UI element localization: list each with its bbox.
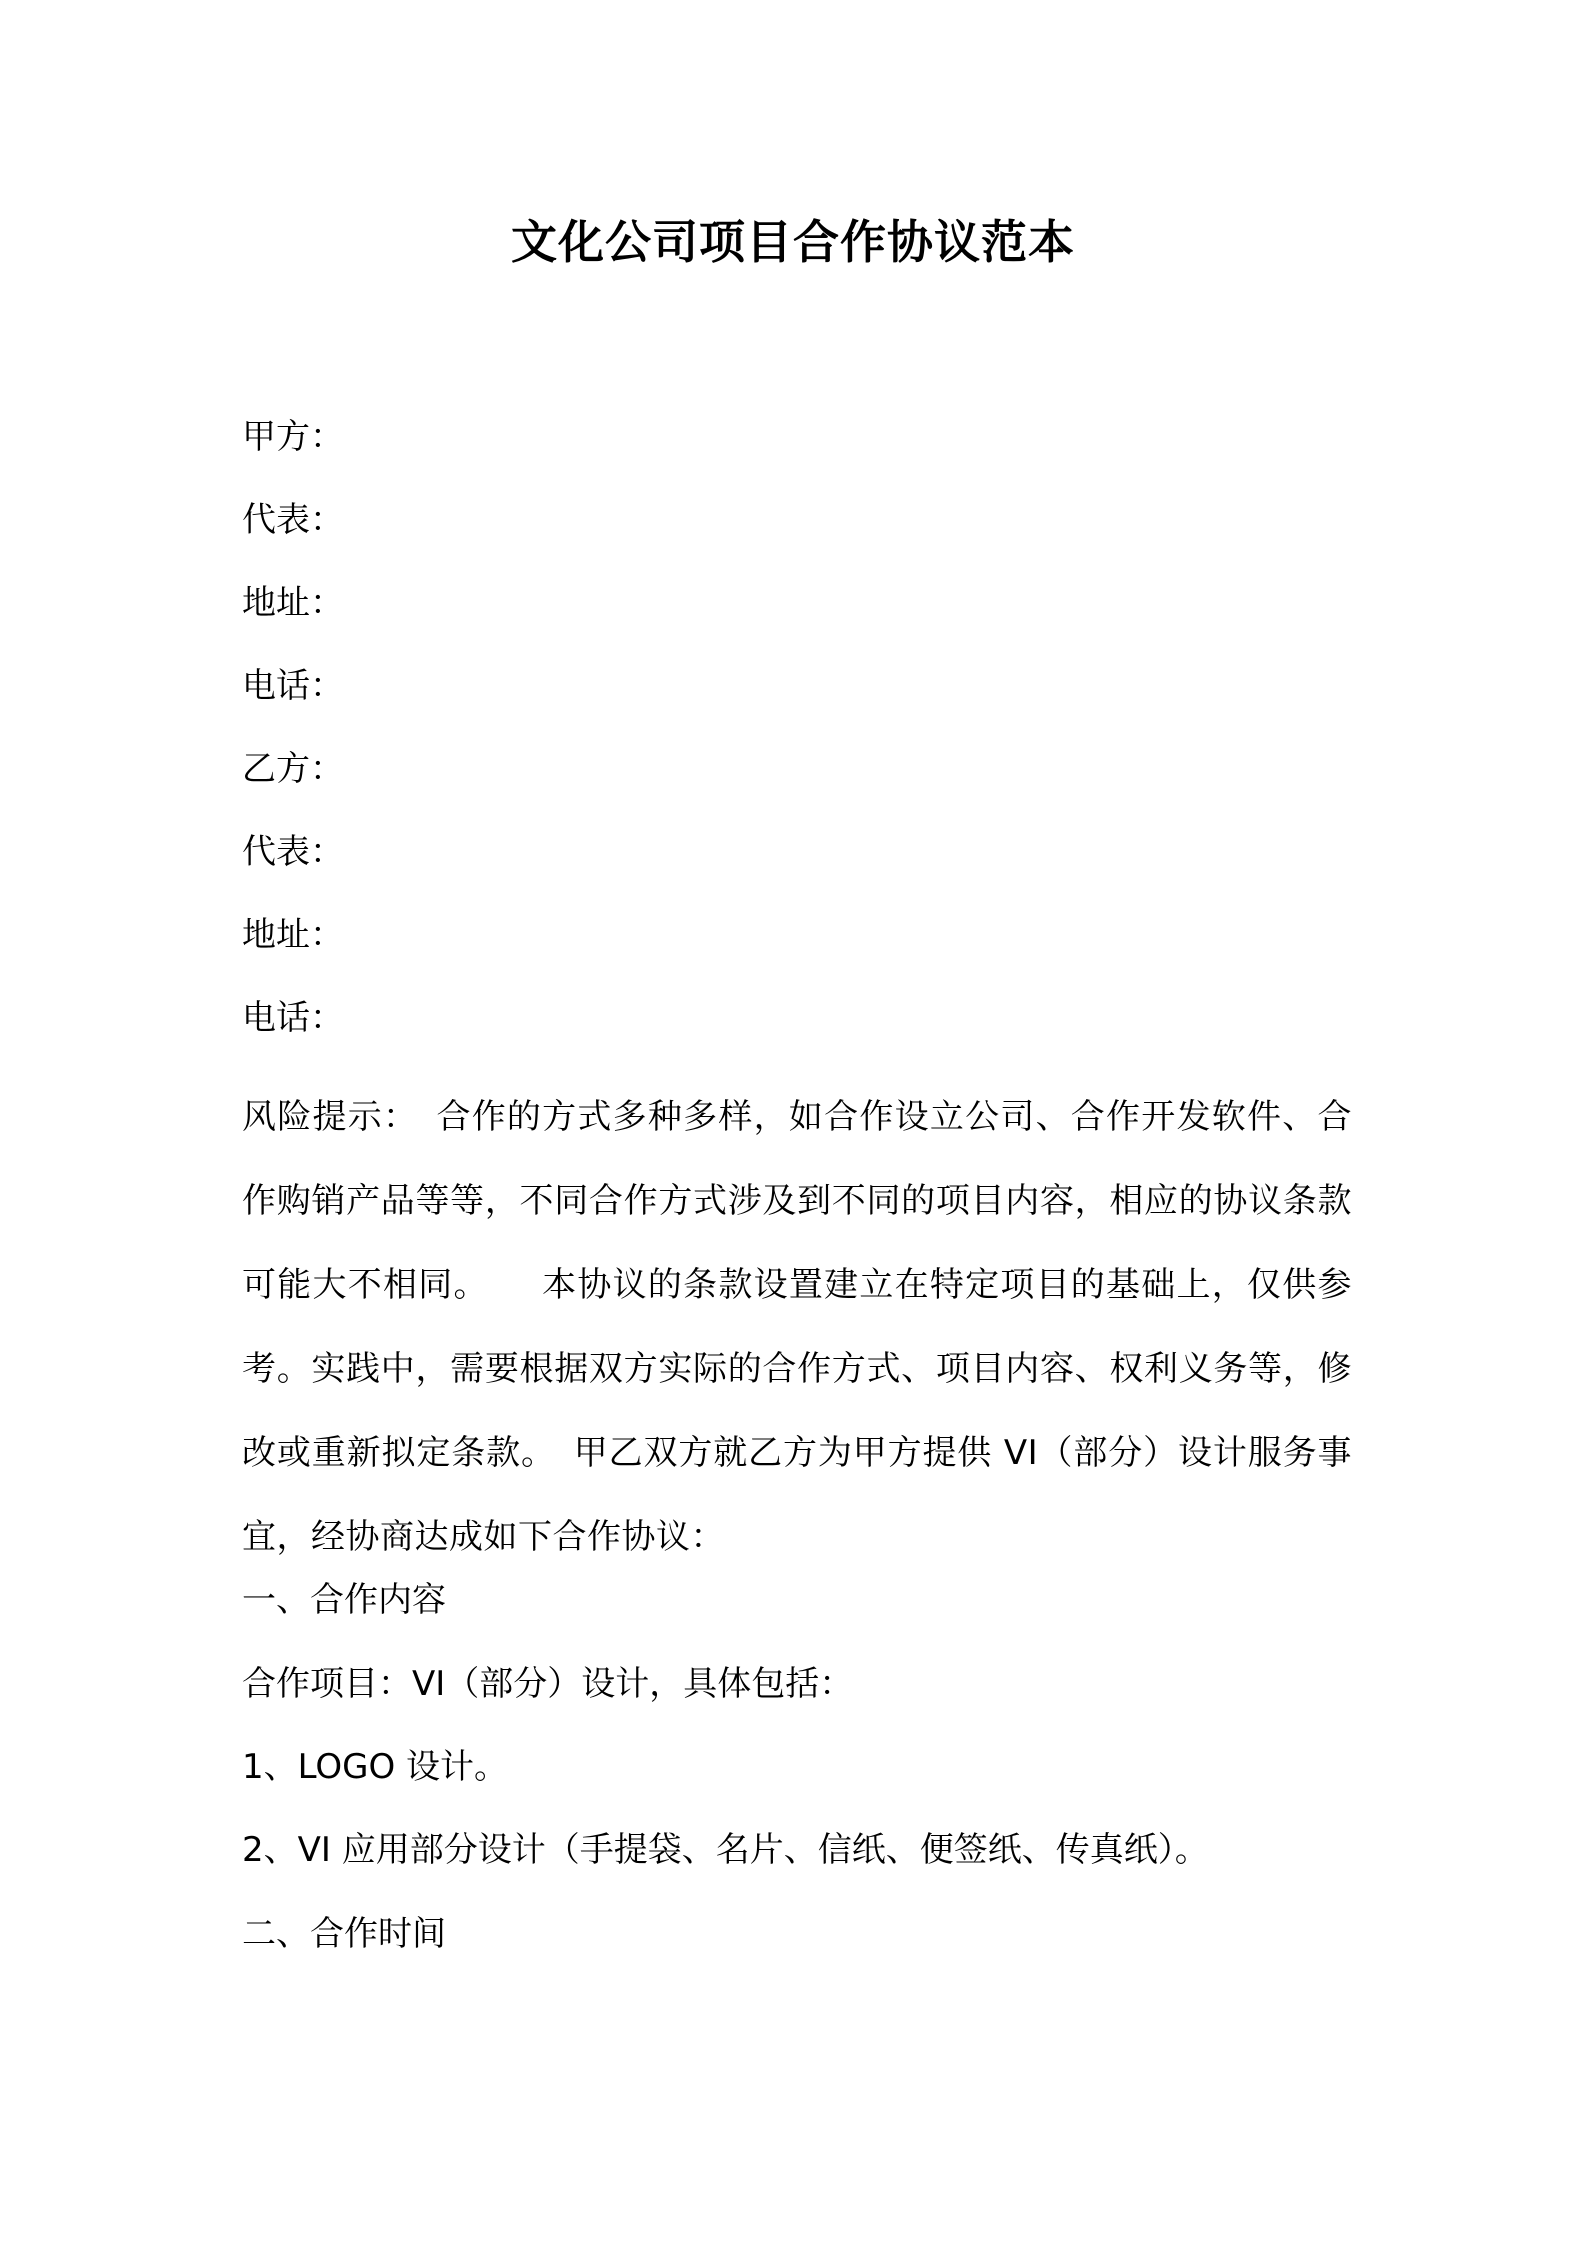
party-a-phone-label: 电话： (242, 666, 344, 706)
party-b-phone-label: 电话： (242, 998, 344, 1038)
party-a-rep-label: 代表： (242, 500, 344, 540)
document-title: 文化公司项目合作协议范本 (511, 215, 1075, 269)
item-2: 2、VI 应用部分设计（手提袋、名片、信纸、便签纸、传真纸）。 (242, 1830, 1209, 1870)
section-1-heading: 一、合作内容 (242, 1580, 446, 1620)
item-1: 1、LOGO 设计。 (242, 1747, 509, 1787)
section-2-heading: 二、合作时间 (242, 1914, 446, 1954)
party-a-name-label: 甲方： (242, 417, 344, 457)
party-b-name-label: 乙方： (242, 749, 344, 789)
party-a-address-label: 地址： (242, 583, 344, 623)
project-line: 合作项目：VI（部分）设计，具体包括： (242, 1664, 854, 1704)
party-b-address-label: 地址： (242, 915, 344, 955)
risk-notice-paragraph: 风险提示： 合作的方式多种多样，如合作设立公司、合作开发软件、合作购销产品等等，不同合作方式涉及到不同的项目内容，相应的协议条款可能大不相同。 本协议的条款设置建立在特定项目的基础上，仅供参考。实践中，需要根据双方实际的合作方式、项目内容、权利义务等，修改或重新拟定条款。 甲乙双方就乙方为甲方提供 VI（部分）设计服务事宜，经协商达成如下合作协议： (242, 1097, 1352, 1557)
party-b-rep-label: 代表： (242, 832, 344, 872)
